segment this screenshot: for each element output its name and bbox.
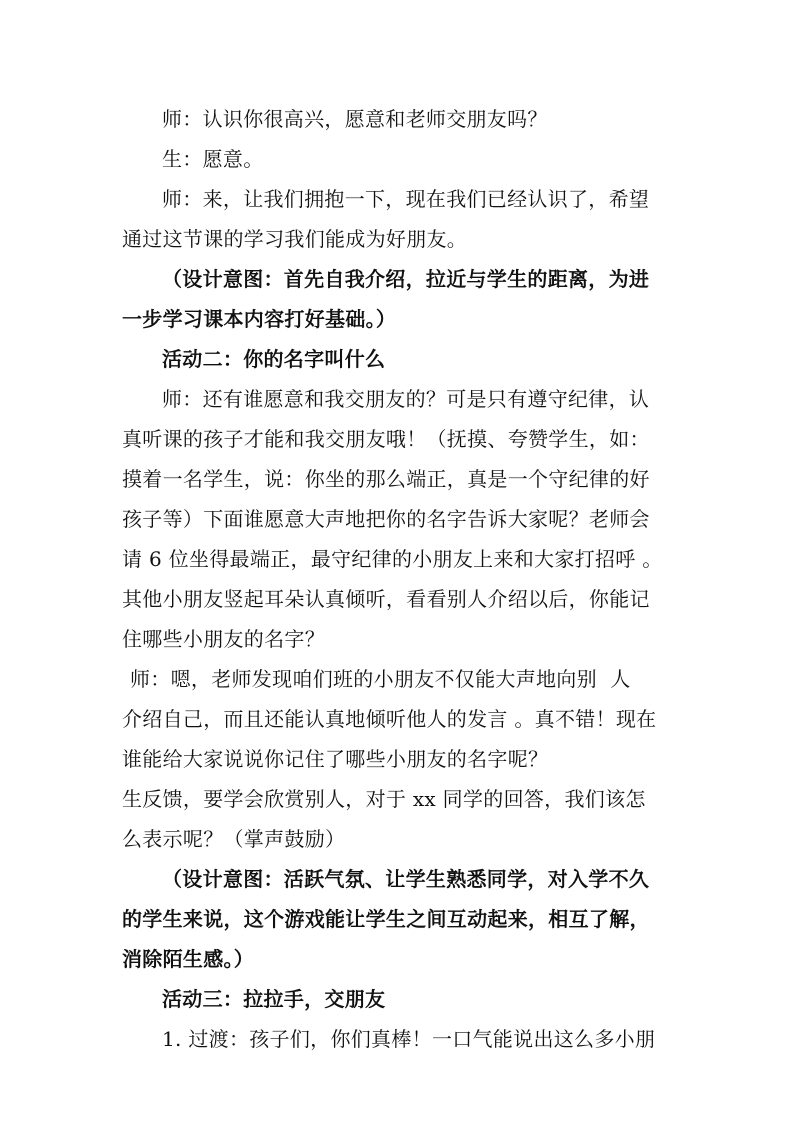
student-feedback-2: 么表示呢？（掌声鼓励） <box>122 827 346 851</box>
teacher-feedback-1: 师：嗯，老师发现咱们班的小朋友不仅能大声地向别 人 <box>130 667 631 691</box>
teacher-feedback-3: 谁能给大家说说你记住了哪些小朋友的名字呢？ <box>122 747 549 771</box>
transition-line: 1. 过渡：孩子们，你们真棒！一口气能说出这么多小朋 <box>162 1027 656 1051</box>
activity-two-heading: 活动二：你的名字叫什么 <box>162 347 386 371</box>
design-intent-1: （设计意图：首先自我介绍，拉近与学生的距离，为进 <box>162 267 650 291</box>
dialogue-line-teacher-hug: 师：来，让我们拥抱一下，现在我们已经认识了，希望 <box>162 187 650 211</box>
activity-three-heading: 活动三：拉拉手，交朋友 <box>162 987 386 1011</box>
dialogue-line-teacher-hug-cont: 通过这节课的学习我们能成为好朋友。 <box>122 227 468 251</box>
student-feedback-1: 生反馈，要学会欣赏别人，对于 xx 同学的回答，我们该怎 <box>122 787 646 811</box>
dialogue-line-teacher-greeting: 师：认识你很高兴，愿意和老师交朋友吗？ <box>162 107 548 131</box>
design-intent-2-cont-1: 的学生来说，这个游戏能让学生之间互动起来，相互了解， <box>122 907 650 931</box>
design-intent-1-cont: 一步学习课本内容打好基础。） <box>122 307 397 331</box>
activity-two-text-3: 摸着一名学生，说：你坐的那么端正，真是一个守纪律的好 <box>122 467 650 491</box>
activity-two-text-7: 住哪些小朋友的名字？ <box>122 627 325 651</box>
activity-two-text-5: 请 6 位坐得最端正，最守纪律的小朋友上来和大家打招呼 。 <box>122 547 663 571</box>
design-intent-2: （设计意图：活跃气氛、让学生熟悉同学，对入学不久 <box>162 867 650 891</box>
activity-two-text-6: 其他小朋友竖起耳朵认真倾听，看看别人介绍以后，你能记 <box>122 587 650 611</box>
dialogue-line-student-agree: 生：愿意。 <box>162 147 264 171</box>
activity-two-text-4: 孩子等）下面谁愿意大声地把你的名字告诉大家呢？老师会 <box>122 507 650 531</box>
design-intent-2-cont-2: 消除陌生感。） <box>122 947 255 971</box>
activity-two-text-1: 师：还有谁愿意和我交朋友的？可是只有遵守纪律，认 <box>162 387 650 411</box>
teacher-feedback-2: 介绍自己，而且还能认真地倾听他人的发言 。真不错！现在 <box>122 707 657 731</box>
activity-two-text-2: 真听课的孩子才能和我交朋友哦！（抚摸、夸赞学生，如： <box>122 427 650 451</box>
